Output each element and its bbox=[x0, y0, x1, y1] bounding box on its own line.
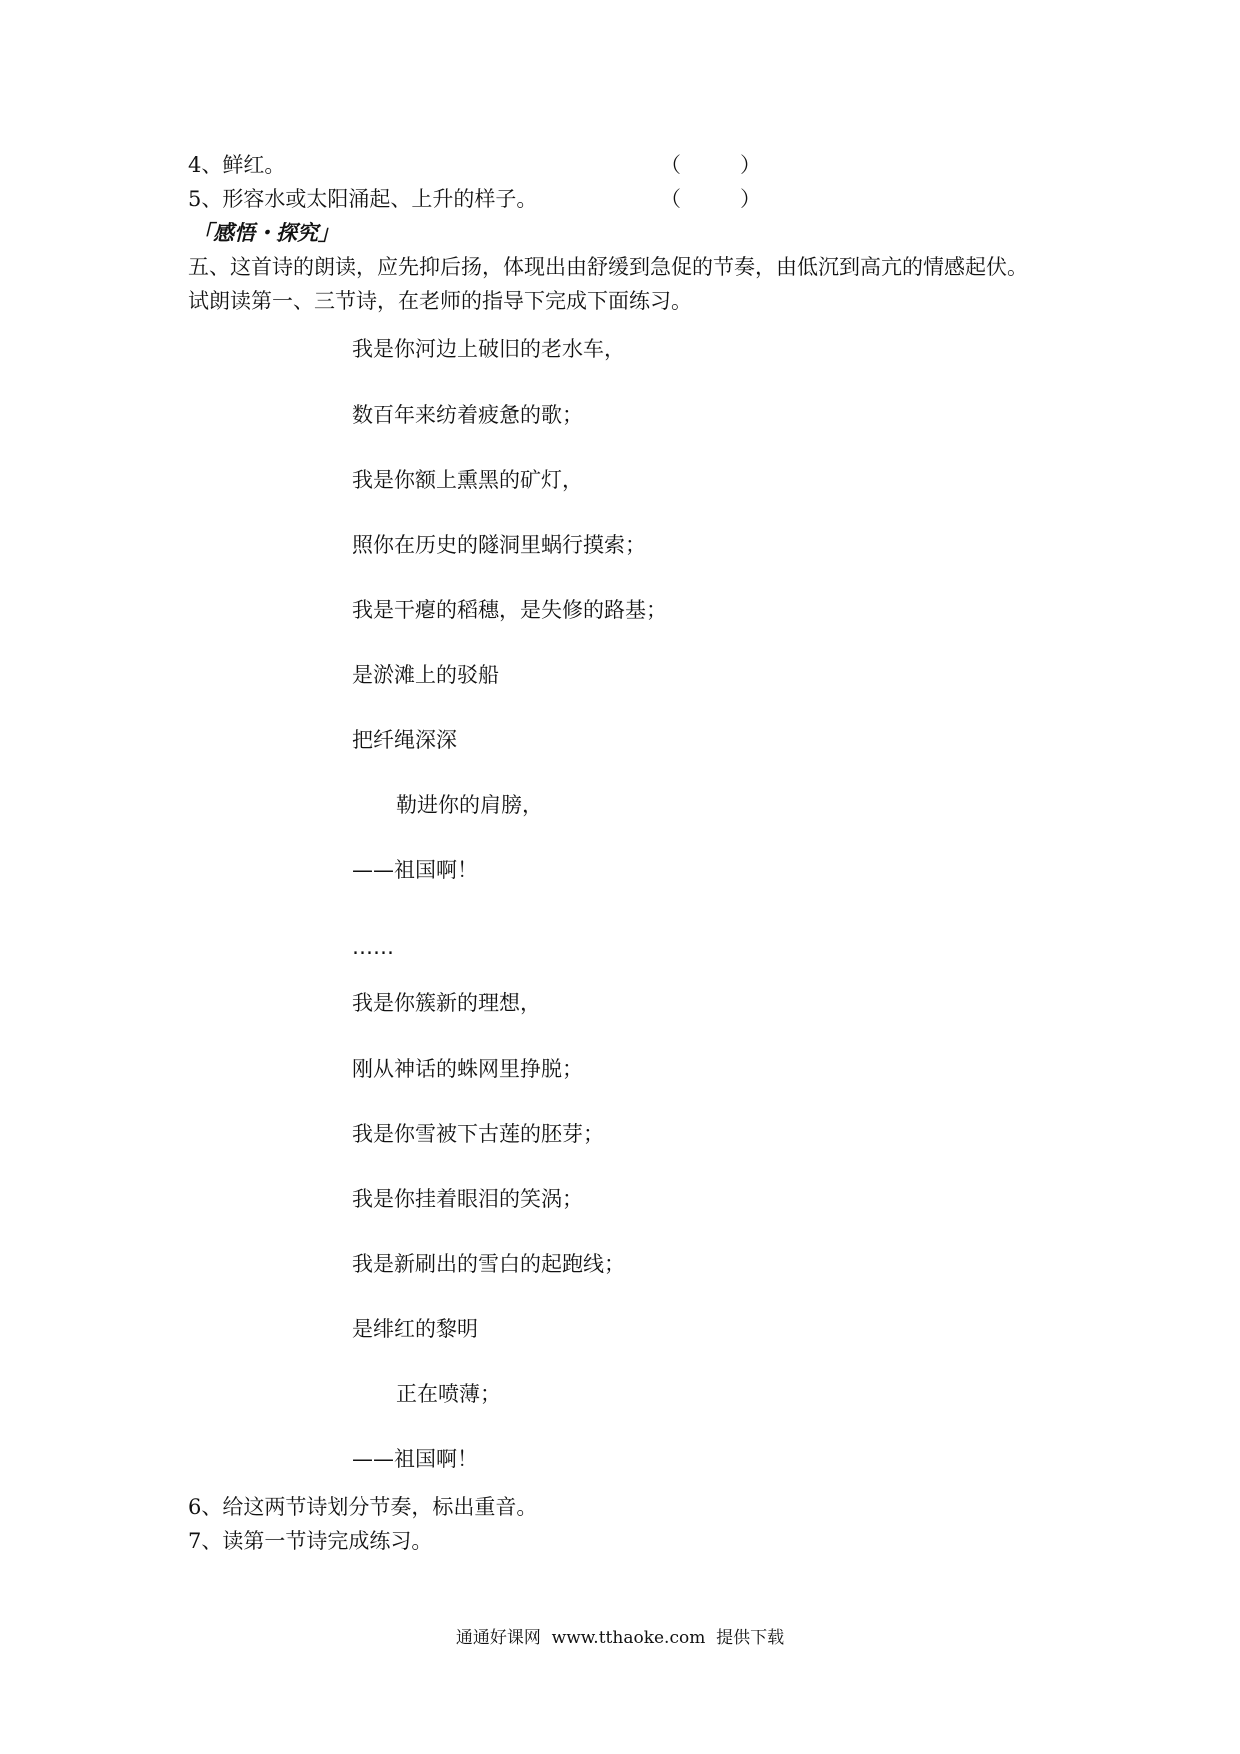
question-5: 5、形容水或太阳涌起、上升的样子。 bbox=[188, 187, 538, 211]
poem-line: 照你在历史的隧洞里蜗行摸索； bbox=[352, 533, 646, 557]
poem-line: 数百年来纺着疲惫的歌； bbox=[352, 403, 583, 427]
question-4: 4、鲜红。 bbox=[188, 153, 286, 177]
poem-line: 把纤绳深深 bbox=[352, 728, 457, 752]
question-6: 6、给这两节诗划分节奏，标出重音。 bbox=[188, 1495, 538, 1519]
poem-line: 我是你雪被下古莲的胚芽； bbox=[352, 1122, 604, 1146]
poem-line: 正在喷薄； bbox=[396, 1382, 501, 1406]
poem-line: ——祖国啊！ bbox=[352, 1447, 478, 1471]
poem-line: ——祖国啊！ bbox=[352, 858, 478, 882]
poem-line: 刚从神话的蛛网里挣脱； bbox=[352, 1057, 583, 1081]
section-title: 「感悟・探究」 bbox=[192, 220, 339, 245]
answer-paren-open-4: （ bbox=[660, 153, 681, 177]
section-prompt-line-1: 五、这首诗的朗读，应先抑后扬，体现出由舒缓到急促的节奏，由低沉到高亢的情感起伏。 bbox=[188, 255, 1028, 279]
poem-line: 我是你簇新的理想， bbox=[352, 991, 541, 1015]
answer-paren-close-4: ） bbox=[740, 153, 761, 177]
answer-paren-close-5: ） bbox=[740, 187, 761, 211]
answer-paren-open-5: （ bbox=[660, 187, 681, 211]
question-7: 7、读第一节诗完成练习。 bbox=[188, 1529, 433, 1553]
poem-line: 是绯红的黎明 bbox=[352, 1317, 478, 1341]
poem-line: 我是你河边上破旧的老水车， bbox=[352, 337, 625, 361]
poem-line: 我是新刷出的雪白的起跑线； bbox=[352, 1252, 625, 1276]
poem-line: 勒进你的肩膀， bbox=[396, 793, 543, 817]
poem-line: 我是干瘪的稻穗，是失修的路基； bbox=[352, 598, 667, 622]
section-prompt-line-2: 试朗读第一、三节诗，在老师的指导下完成下面练习。 bbox=[188, 289, 692, 313]
poem-line: 我是你额上熏黑的矿灯， bbox=[352, 468, 583, 492]
poem-line: 我是你挂着眼泪的笑涡； bbox=[352, 1187, 583, 1211]
footer-source: 通通好课网 www.tthaoke.com 提供下载 bbox=[455, 1628, 785, 1648]
poem-line: 是淤滩上的驳船 bbox=[352, 663, 499, 687]
poem-ellipsis: …… bbox=[352, 935, 394, 959]
